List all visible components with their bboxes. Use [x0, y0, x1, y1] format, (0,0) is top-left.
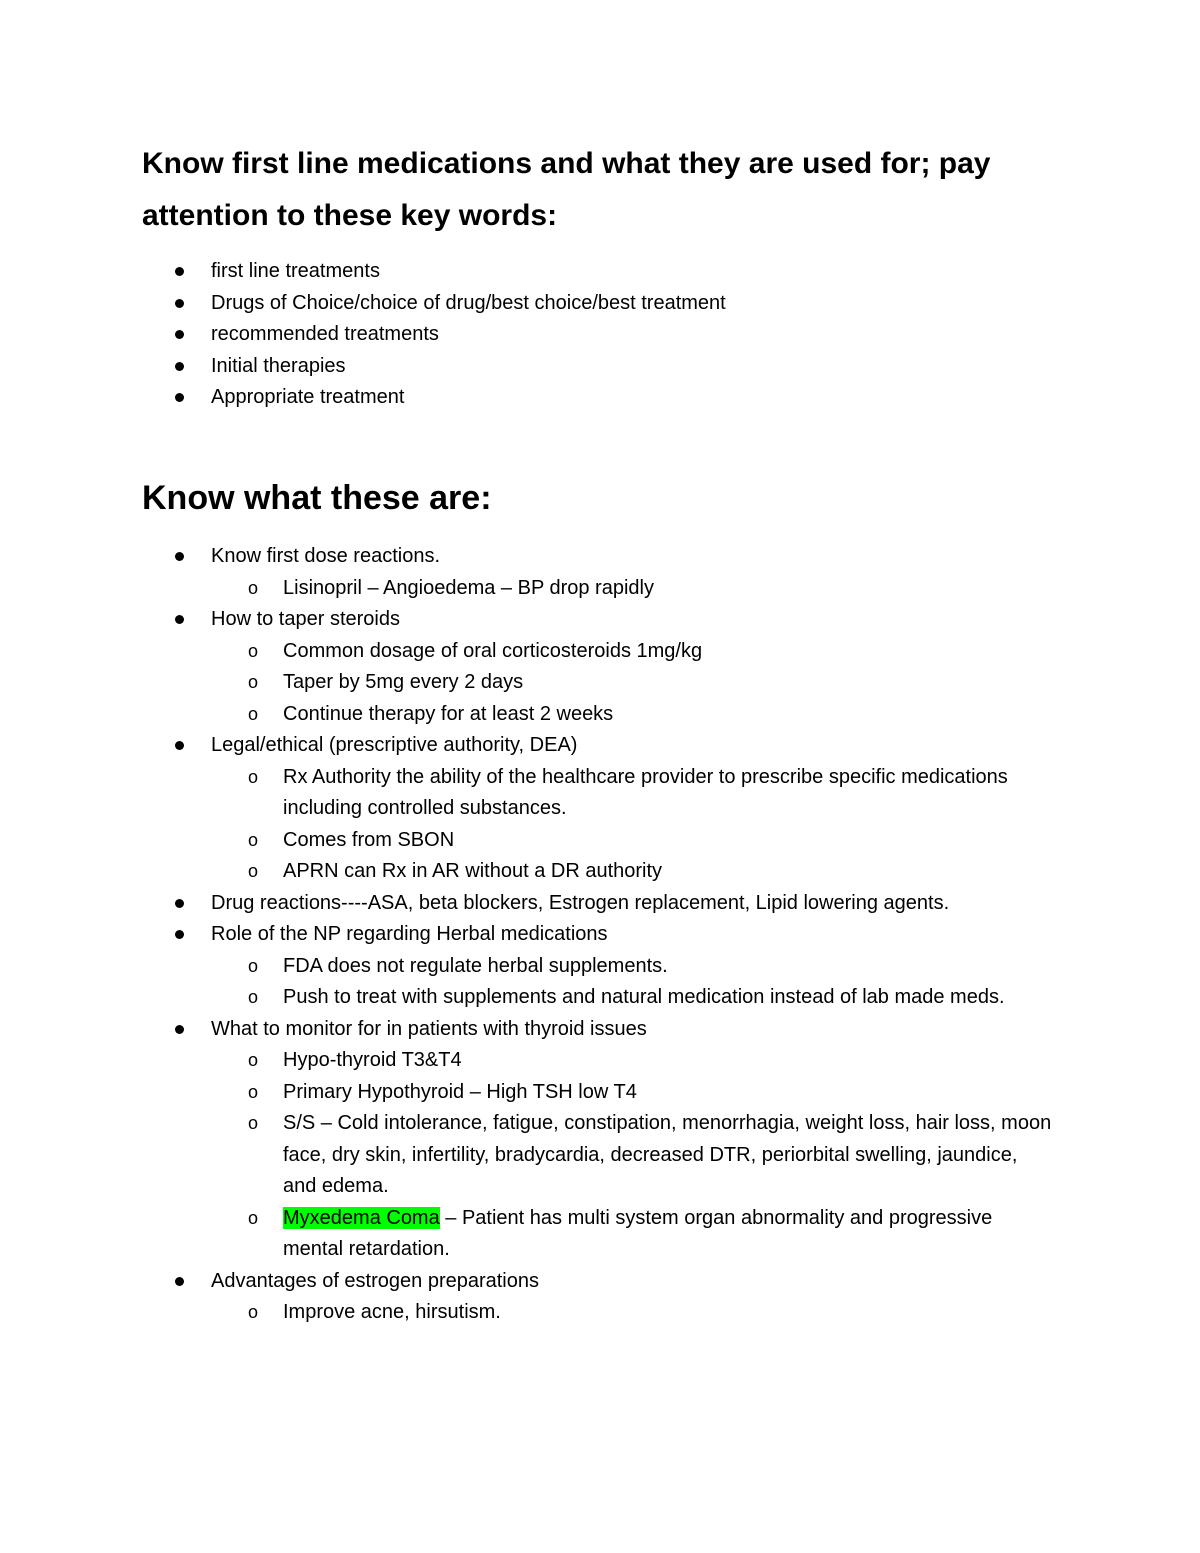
list-item-text: Drugs of Choice/choice of drug/best choice/best treatment	[211, 291, 726, 314]
list-item-text: Hypo-thyroid T3&T4	[283, 1049, 462, 1071]
bullet-icon	[175, 299, 184, 308]
circle-bullet-icon: o	[248, 577, 259, 598]
bullet-icon	[175, 362, 184, 371]
sub-list-item	[0, 982, 1200, 1014]
section1-list	[0, 256, 1200, 414]
list-item-text: Drug reactions----ASA, beta blockers, Estrogen replacement, Lipid lowering agents.	[211, 891, 950, 914]
sub-list-item	[0, 1077, 1200, 1109]
list-item	[0, 288, 1200, 320]
list-item-text: Know first dose reactions.	[211, 545, 440, 567]
list-item-text: Comes from SBON	[283, 828, 455, 851]
list-item-text: Role of the NP regarding Herbal medications	[211, 923, 608, 945]
sub-list-item	[0, 951, 1200, 983]
section2-heading: Know what these are:	[142, 479, 492, 517]
bullet-icon	[175, 930, 184, 939]
list-item-text: Appropriate treatment	[211, 386, 405, 408]
list-item-text: Continue therapy for at least 2 weeks	[283, 702, 614, 725]
list-item-text	[0, 1203, 1053, 1266]
bullet-icon	[175, 267, 184, 276]
bullet-icon	[175, 330, 184, 339]
list-item-text: Common dosage of oral corticosteroids 1mg/kg	[283, 639, 703, 662]
bullet-icon	[175, 741, 184, 750]
circle-bullet-icon: o	[248, 1081, 259, 1102]
list-item-text: first line treatments	[211, 260, 380, 282]
list-item	[0, 541, 1200, 573]
list-item-text: APRN can Rx in AR without a DR authority	[283, 860, 663, 882]
sub-list-item	[0, 1108, 1200, 1203]
section2-list	[0, 541, 1200, 1329]
list-item-text: Initial therapies	[211, 354, 346, 377]
bullet-icon	[175, 393, 184, 402]
sub-list-item	[0, 762, 1200, 825]
list-item-text: FDA does not regulate herbal supplements.	[283, 954, 668, 977]
bullet-icon	[175, 615, 184, 624]
list-item-text: What to monitor for in patients with thyroid issues	[211, 1017, 647, 1040]
sub-list-item	[0, 1297, 1200, 1329]
sub-list-item	[0, 1203, 1200, 1266]
section1-heading-line2: attention to these key words:	[142, 199, 558, 232]
list-item	[0, 256, 1200, 288]
list-item-text: Lisinopril – Angioedema – BP drop rapidly	[283, 576, 654, 599]
circle-bullet-icon: o	[248, 766, 259, 787]
list-item-text: Push to treat with supplements and natural medication instead of lab made meds.	[283, 986, 1005, 1008]
list-item-text: Taper by 5mg every 2 days	[283, 671, 524, 693]
section1-heading-line1: Know first line medications and what they are used for; pay	[142, 147, 991, 180]
circle-bullet-icon: o	[248, 987, 259, 1007]
list-item	[0, 604, 1200, 636]
sub-list-item	[0, 825, 1200, 857]
list-item	[0, 730, 1200, 762]
list-item-text: Advantages of estrogen preparations	[211, 1269, 539, 1292]
sub-list-item	[0, 1045, 1200, 1077]
circle-bullet-icon: o	[248, 703, 259, 724]
list-item	[0, 382, 1200, 414]
circle-bullet-icon: o	[248, 1050, 259, 1070]
bullet-icon	[175, 552, 184, 561]
sub-list-item	[0, 667, 1200, 699]
list-item-text: Improve acne, hirsutism.	[283, 1301, 501, 1323]
circle-bullet-icon: o	[248, 861, 259, 881]
list-item-text: S/S – Cold intolerance, fatigue, constipation, menorrhagia, weight loss, hair loss, moon face, dry skin, infertility, bradycardia, decreased DTR, periorbital swelling, jaundice, and edema.	[283, 1112, 1052, 1197]
circle-bullet-icon: o	[248, 955, 259, 976]
list-item	[0, 1014, 1200, 1046]
sub-list-item	[0, 699, 1200, 731]
section1-heading	[142, 138, 1042, 242]
sub-list-item	[0, 856, 1200, 888]
circle-bullet-icon: o	[248, 829, 259, 850]
sub-list-item	[0, 573, 1200, 605]
circle-bullet-icon: o	[248, 1302, 259, 1322]
list-item	[0, 319, 1200, 351]
list-item	[0, 1266, 1200, 1298]
list-item-text: How to taper steroids	[211, 608, 400, 630]
circle-bullet-icon: o	[248, 672, 259, 692]
list-item-rest-text: – Patient has multi system organ abnormality and progressive mental retardation.	[283, 1206, 993, 1260]
list-item	[0, 919, 1200, 951]
list-item	[0, 351, 1200, 383]
circle-bullet-icon: o	[248, 640, 259, 661]
sub-list-item	[0, 636, 1200, 668]
bullet-icon	[175, 1277, 184, 1286]
bullet-icon	[175, 899, 184, 908]
list-item	[0, 888, 1200, 920]
highlighted-term: Myxedema Coma	[283, 1206, 440, 1229]
list-item-text: Rx Authority the ability of the healthcare provider to prescribe specific medications including controlled substances.	[283, 765, 1008, 819]
bullet-icon	[175, 1025, 184, 1034]
list-item-text: Legal/ethical (prescriptive authority, DEA)	[211, 734, 578, 756]
list-item-text: recommended treatments	[211, 323, 439, 345]
circle-bullet-icon: o	[248, 1207, 259, 1228]
circle-bullet-icon: o	[248, 1113, 259, 1133]
list-item-text: Primary Hypothyroid – High TSH low T4	[283, 1080, 637, 1103]
